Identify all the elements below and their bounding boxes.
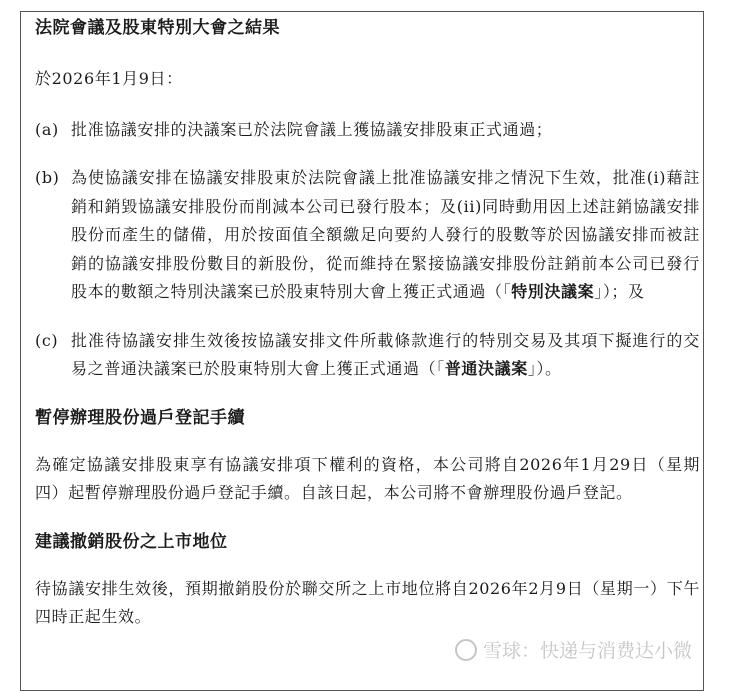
withdrawal-heading: 建議撤銷股份之上市地位 xyxy=(35,531,228,552)
snowball-logo-icon xyxy=(455,639,477,661)
item-text-after: 」）。 xyxy=(527,359,562,378)
watermark-text: 雪球：快递与消费达小微 xyxy=(483,640,693,662)
item-mark: (b) xyxy=(35,168,60,187)
ordinary-resolution-term: 普通決議案 xyxy=(444,359,528,378)
suspension-body: 為確定協議安排股東享有協議安排項下權利的資格，本公司將自2026年1月29日（星期四）起暫停辦理股份過戶登記手續。自該日起，本公司將不會辦理股份過戶登記。 xyxy=(35,454,700,502)
resolution-item-c xyxy=(35,327,700,384)
watermark xyxy=(455,636,692,663)
court-meeting-heading: 法院會議及股東特別大會之結果 xyxy=(35,18,280,38)
document-content xyxy=(35,14,700,632)
item-mark: (c) xyxy=(35,330,59,350)
resolution-item-a xyxy=(35,116,700,145)
item-text-after: 」）；及 xyxy=(594,282,645,301)
withdrawal-body: 待協議安排生效後，預期撤銷股份於聯交所之上市地位將自2026年2月9日（星期一）下午四時正起生效。 xyxy=(35,578,700,626)
item-text: 批准協議安排的決議案已於法院會議上獲協議安排股東正式通過； xyxy=(71,119,553,139)
item-text xyxy=(71,164,700,307)
item-mark: (a) xyxy=(35,119,59,139)
item-text xyxy=(71,327,700,384)
court-meeting-intro: 於2026年1月9日： xyxy=(35,69,183,88)
resolution-item-b xyxy=(35,164,700,307)
suspension-heading: 暫停辦理股份過戶登記手續 xyxy=(35,407,245,428)
item-text-before: 為使協議安排在協議安排股東於法院會議上批准協議安排之情況下生效，批准(i)藉註銷和銷毀協議安排股份而削減本公司已發行股本；及(ii)同時動用因上述註銷協議安排股份而產生的儲備，用於按面值全額繳足向要約人發行的股數等於因協議安排而被註銷的協議安排股份數目的新股份，從而維持在緊接協議安排股份註銷前本公司已發行股本的數額之特別決議案已於股東特別大會上獲正式通過（「 xyxy=(71,168,700,301)
item-text-before: 批准待協議安排生效後按協議安排文件所載條款進行的特別交易及其項下擬進行的交易之普通決議案已於股東特別大會上獲正式通過（「 xyxy=(71,330,700,378)
special-resolution-term: 特別決議案 xyxy=(511,282,595,301)
